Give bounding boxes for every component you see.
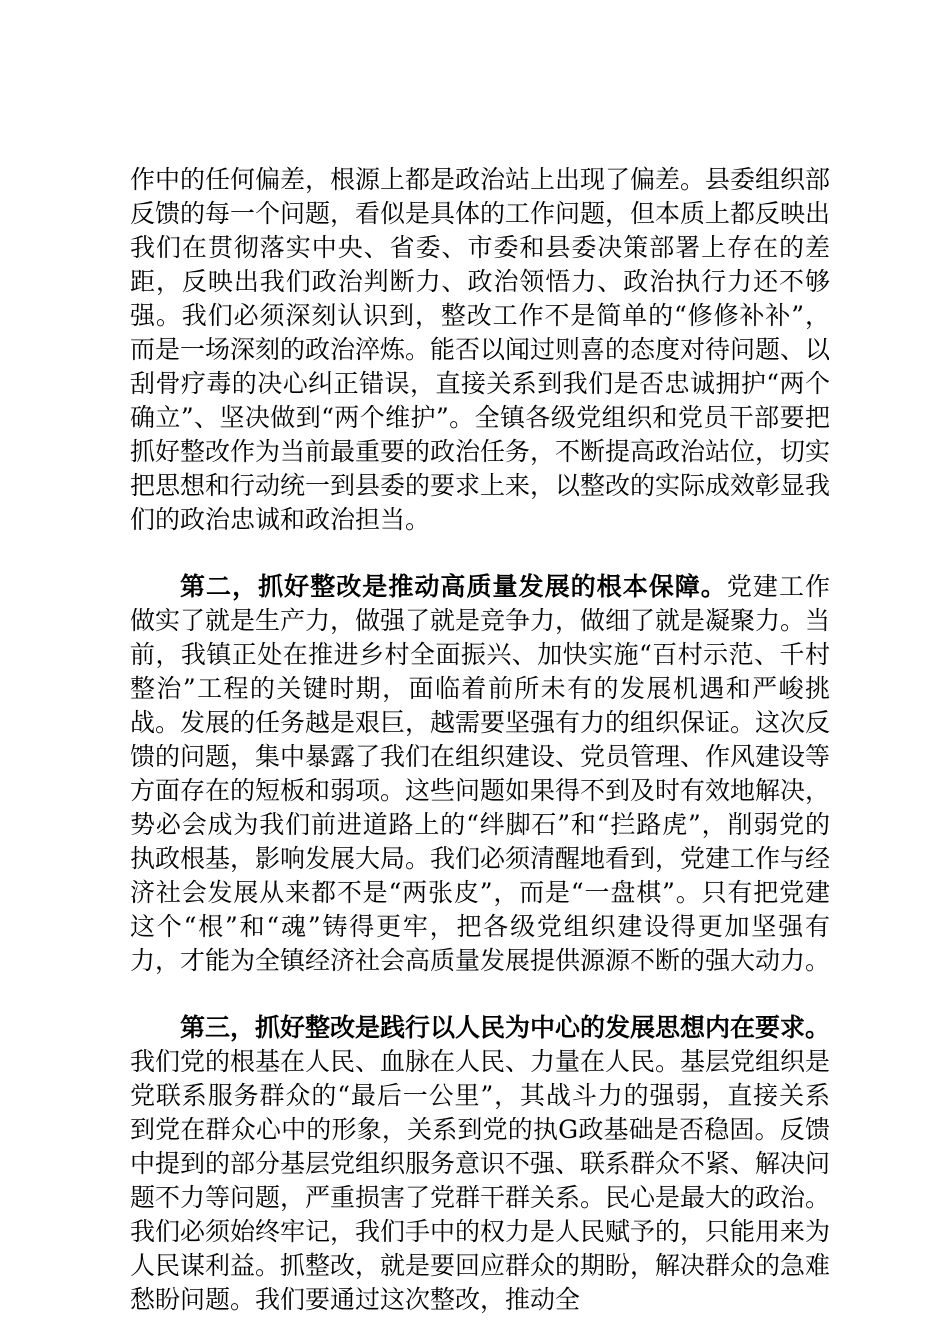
- paragraph-3-body: 我们党的根基在人民、血脉在人民、力量在人民。基层党组织是党联系服务群众的“最后一公里”，其战斗力的强弱，直接关系到党在群众心中的形象，关系到党的执G政基础是否稳固。反馈中提到的部分基层党组织服务意识不强、联系群众不紧、解决问题不力等问题，严重损害了党群干群关系。民心是最大的政治。我们必须始终牢记，我们手中的权力是人民赋予的，只能用来为人民谋利益。抓整改，就是要回应群众的期盼，解决群众的急难愁盼问题。我们要通过这次整改，推动全: [130, 1047, 831, 1314]
- paragraph-2-body: 党建工作做实了就是生产力，做强了就是竞争力，做细了就是凝聚力。当前，我镇正处在推进乡村全面振兴、加快实施“百村示范、千村整治”工程的关键时期，面临着前所未有的发展机遇和严峻挑战。发展的任务越是艰巨，越需要坚强有力的组织保证。这次反馈的问题，集中暴露了我们在组织建设、党员管理、作风建设等方面存在的短板和弱项。这些问题如果得不到及时有效地解决，势必会成为我们前进道路上的“绊脚石”和“拦路虎”，削弱党的执政根基，影响发展大局。我们必须清醒地看到，党建工作与经济社会发展从来都不是“两张皮”，而是“一盘棋”。只有把党建这个“根”和“魂”铸得更牢，把各级党组织建设得更加坚强有力，才能为全镇经济社会高质量发展提供源源不断的强大动力。: [130, 572, 831, 975]
- paragraph-gap: [130, 537, 830, 570]
- paragraph-2: [130, 570, 830, 978]
- paragraph-gap: [130, 978, 830, 1011]
- paragraph-2-heading: 第二，抓好整改是推动高质量发展的根本保障。: [180, 572, 727, 601]
- paragraph-1: [130, 163, 830, 537]
- paragraph-1-body: 作中的任何偏差，根源上都是政治站上出现了偏差。县委组织部反馈的每一个问题，看似是具体的工作问题，但本质上都反映出我们在贯彻落实中央、省委、市委和县委决策部署上存在的差距，反映出我们政治判断力、政治领悟力、政治执行力还不够强。我们必须深刻认识到，整改工作不是简单的“修修补补”，而是一场深刻的政治淬炼。能否以闻过则喜的态度对待问题、以刮骨疗毒的决心纠正错误，直接关系到我们是否忠诚拥护“两个确立”、坚决做到“两个维护”。全镇各级党组织和党员干部要把抓好整改作为当前最重要的政治任务，不断提高政治站位，切实把思想和行动统一到县委的要求上来，以整改的实际成效彰显我们的政治忠诚和政治担当。: [130, 165, 831, 534]
- paragraph-3-heading: 第三，抓好整改是践行以人民为中心的发展思想内在要求。: [180, 1013, 831, 1042]
- document-page: [130, 163, 830, 1317]
- paragraph-3: [130, 1011, 830, 1317]
